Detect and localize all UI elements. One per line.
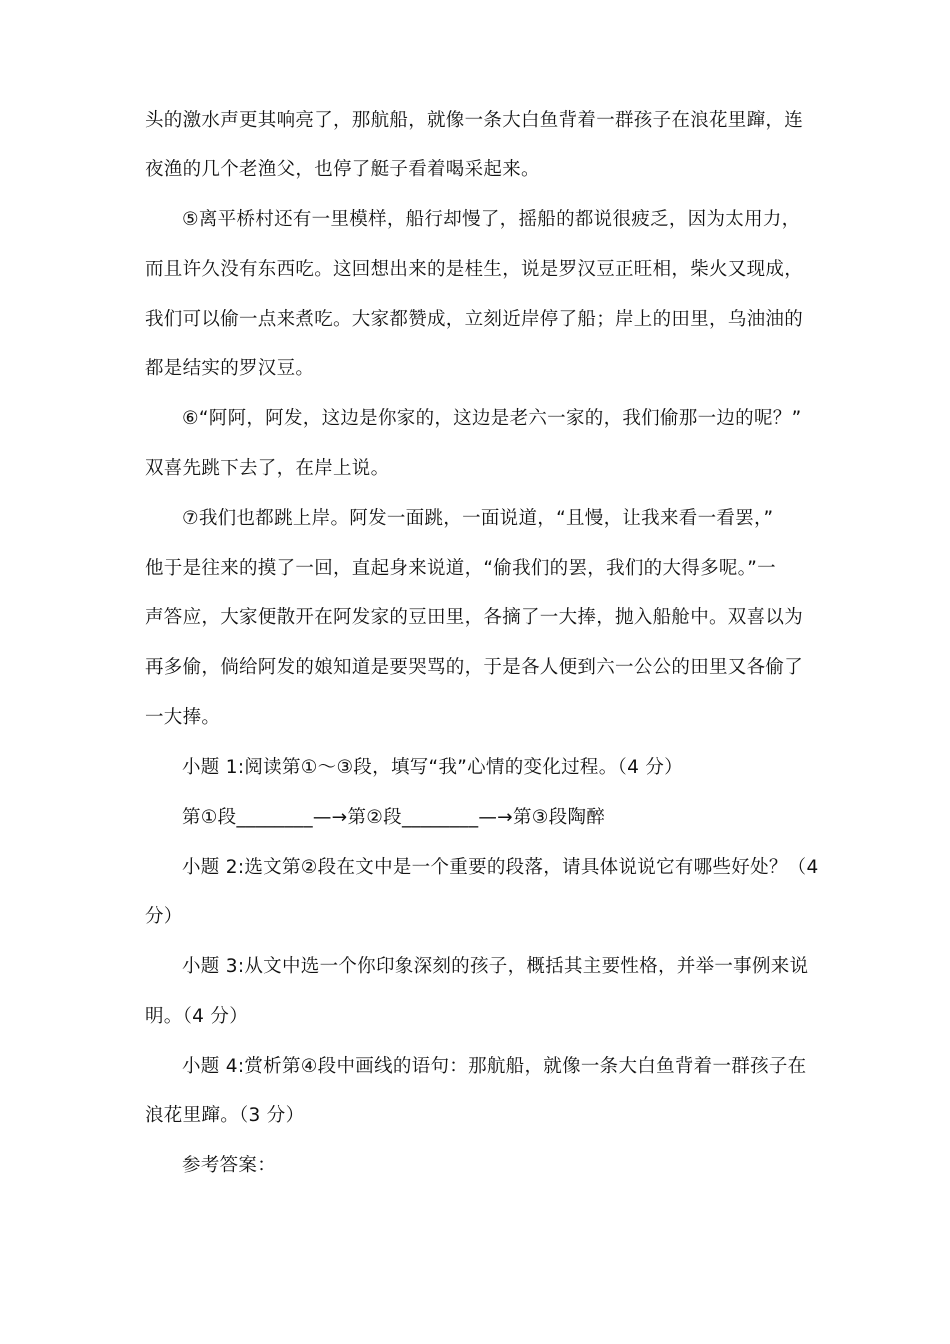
paragraph-5-line-2: 而且许久没有东西吃。这回想出来的是桂生，说是罗汉豆正旺相，柴火又现成，	[145, 259, 804, 280]
question-2-line-2: 分）	[145, 906, 183, 927]
reference-answer-heading: 参考答案：	[182, 1155, 277, 1176]
paragraph-5-line-1: ⑤离平桥村还有一里模样，船行却慢了，摇船的都说很疲乏，因为太用力，	[182, 209, 801, 230]
question-4-line-1: 小题 4:赏析第④段中画线的语句：那航船，就像一条大白鱼背着一群孩子在	[182, 1056, 807, 1077]
question-1: 小题 1:阅读第①～③段，填写“我”心情的变化过程。（4 分）	[182, 757, 683, 778]
paragraph-5-line-3: 我们可以偷一点来煮吃。大家都赞成，立刻近岸停了船；岸上的田里，乌油油的	[145, 309, 804, 330]
question-3-line-1: 小题 3:从文中选一个你印象深刻的孩子，概括其主要性格，并举一事例来说	[182, 956, 809, 977]
paragraph-6-line-2: 双喜先跳下去了，在岸上说。	[145, 458, 390, 479]
question-1-blanks: 第①段________—→第②段________—→第③段陶醉	[182, 807, 606, 828]
paragraph-7-line-5: 一大捧。	[145, 707, 221, 728]
paragraph-6-line-1: ⑥“阿阿，阿发，这边是你家的，这边是老六一家的，我们偷那一边的呢？”	[182, 408, 802, 429]
paragraph-4-line-1: 头的激水声更其响亮了，那航船，就像一条大白鱼背着一群孩子在浪花里蹿，连	[145, 110, 804, 131]
question-4-line-2: 浪花里蹿。（3 分）	[145, 1105, 305, 1126]
paragraph-7-line-2: 他于是往来的摸了一回，直起身来说道，“偷我们的罢，我们的大得多呢。”一	[145, 558, 776, 579]
paragraph-7-line-4: 再多偷，倘给阿发的娘知道是要哭骂的，于是各人便到六一公公的田里又各偷了	[145, 657, 804, 678]
question-3-line-2: 明。（4 分）	[145, 1006, 249, 1027]
question-2-line-1: 小题 2:选文第②段在文中是一个重要的段落，请具体说说它有哪些好处？（4	[182, 857, 819, 878]
paragraph-5-line-4: 都是结实的罗汉豆。	[145, 358, 315, 379]
paragraph-7-line-3: 声答应，大家便散开在阿发家的豆田里，各摘了一大捧，抛入船舱中。双喜以为	[145, 607, 804, 628]
paragraph-7-line-1: ⑦我们也都跳上岸。阿发一面跳，一面说道，“且慢，让我来看一看罢，”	[182, 508, 774, 529]
paragraph-4-line-2: 夜渔的几个老渔父，也停了艇子看着喝采起来。	[145, 159, 540, 180]
